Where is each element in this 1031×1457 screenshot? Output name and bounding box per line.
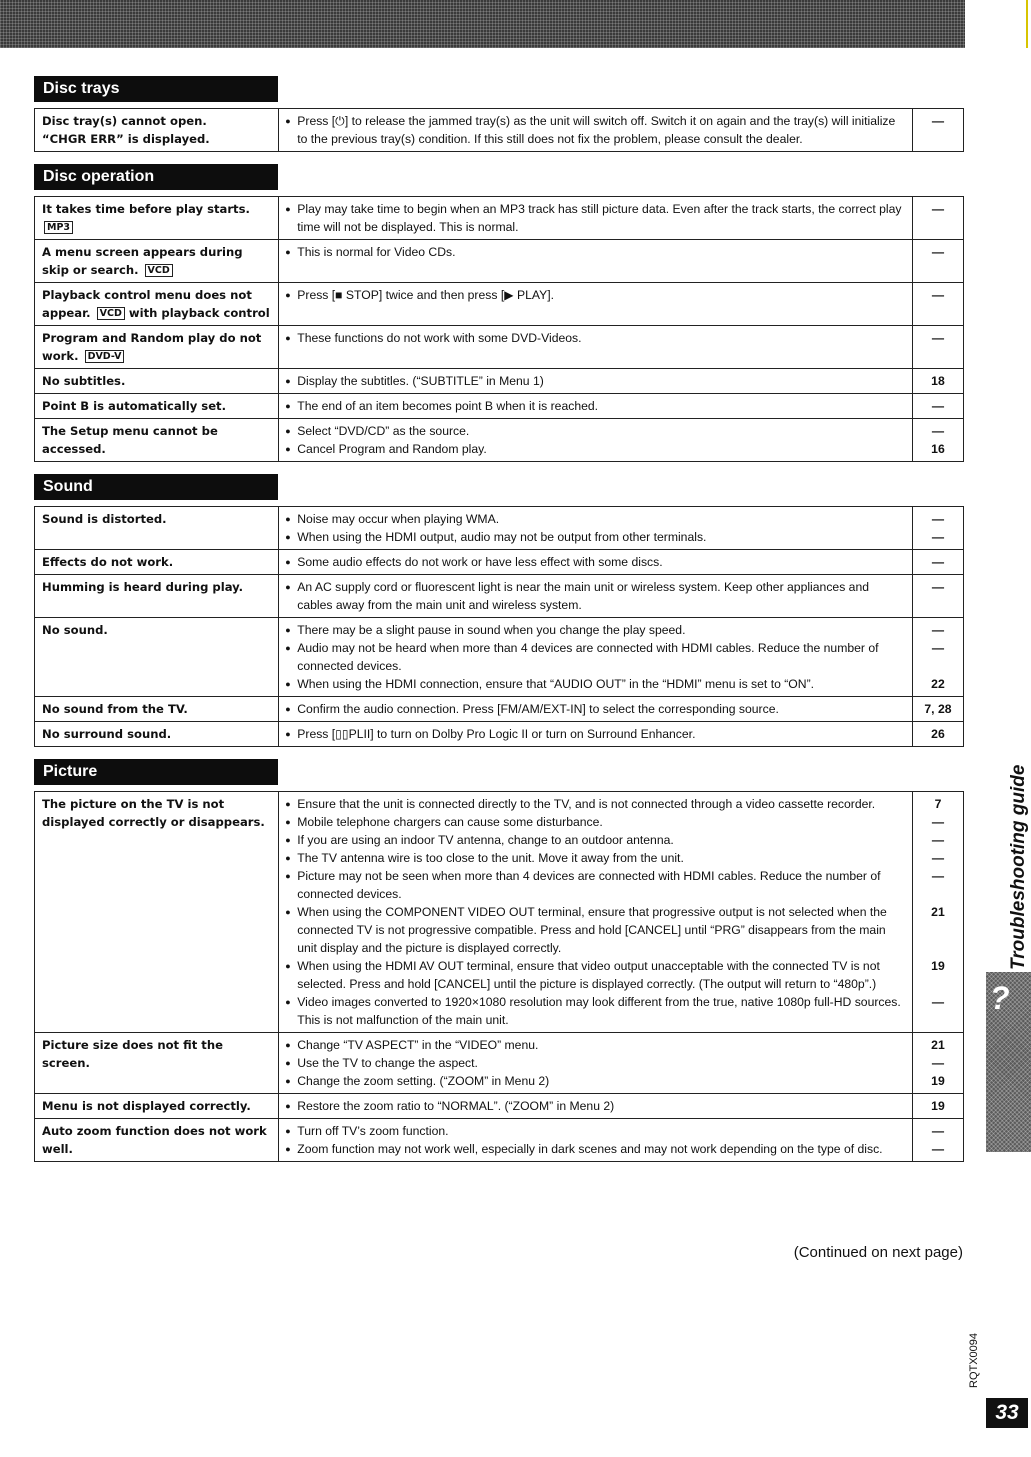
solution-cell — [279, 792, 913, 1033]
section-picture — [34, 759, 964, 1162]
bullet-icon: ● — [285, 1040, 291, 1050]
solution-cell — [279, 109, 913, 152]
problem-cell — [35, 1094, 279, 1119]
continued-note: (Continued on next page) — [793, 1244, 963, 1261]
page-ref-cell — [912, 792, 963, 1033]
solution-text: Press [▯▯PLII] to turn on Dolby Pro Logic II or turn on Surround Enhancer. — [297, 727, 696, 741]
page-ref: — — [931, 641, 945, 655]
troubleshooting-table — [34, 196, 964, 462]
page-ref-cell — [912, 419, 963, 462]
troubleshooting-table — [34, 506, 964, 747]
solution-item — [285, 1072, 906, 1090]
solution-text: Turn off TV’s zoom function. — [297, 1124, 449, 1138]
page-ref-cell — [912, 507, 963, 550]
bullet-icon: ● — [285, 1126, 291, 1136]
page-ref: — — [931, 1056, 945, 1070]
document-code: RQTX0094 — [968, 1332, 980, 1388]
bullet-icon: ● — [285, 704, 291, 714]
problem-cell — [35, 197, 279, 240]
disc-type-tag: VCD — [145, 264, 173, 277]
solution-text: Picture may not be seen when more than 4 devices are connected with HDMI cables. Reduce the number of connected devices. — [297, 869, 881, 901]
solution-text: Noise may occur when playing WMA. — [297, 512, 500, 526]
page-ref: 26 — [931, 727, 945, 741]
page-ref-cell — [912, 550, 963, 575]
page-ref: — — [931, 815, 945, 829]
page-ref: — — [931, 580, 945, 594]
problem-text: The picture on the TV is not displayed correctly or disappears. — [42, 797, 265, 829]
page-ref: — — [931, 1124, 945, 1138]
section-title: Disc trays — [34, 76, 278, 102]
solution-item — [285, 795, 906, 813]
solution-cell — [279, 722, 913, 747]
problem-text: Humming is heard during play. — [42, 580, 244, 594]
page-ref-cell — [912, 1094, 963, 1119]
table-row — [35, 575, 964, 618]
question-mark-icon: ? — [990, 980, 1010, 1016]
bullet-icon: ● — [285, 116, 291, 126]
solution-cell — [279, 369, 913, 394]
solution-text: Change “TV ASPECT” in the “VIDEO” menu. — [297, 1038, 539, 1052]
problem-cell — [35, 240, 279, 283]
solution-item — [285, 725, 906, 743]
page-ref: — — [931, 424, 945, 438]
solution-item — [285, 286, 906, 304]
solution-cell — [279, 507, 913, 550]
page-ref-cell — [912, 240, 963, 283]
page-ref: 19 — [931, 959, 945, 973]
solution-item — [285, 849, 906, 867]
solution-item — [285, 903, 906, 957]
solution-cell — [279, 197, 913, 240]
bullet-icon: ● — [285, 401, 291, 411]
page-ref-cell — [912, 394, 963, 419]
problem-text: Sound is distorted. — [42, 512, 167, 526]
edge-marker — [1026, 0, 1028, 48]
solution-cell — [279, 419, 913, 462]
problem-text: No subtitles. — [42, 374, 126, 388]
problem-cell — [35, 550, 279, 575]
problem-text: Picture size does not fit the screen. — [42, 1038, 223, 1070]
bullet-icon: ● — [285, 1144, 291, 1154]
table-row — [35, 283, 964, 326]
bullet-icon: ● — [285, 1076, 291, 1086]
table-row — [35, 1033, 964, 1094]
problem-cell — [35, 1119, 279, 1162]
solution-text: Press [■ STOP] twice and then press [▶ PLAY]. — [297, 288, 555, 302]
page-ref: — — [931, 833, 945, 847]
page-ref: — — [931, 623, 945, 637]
solution-cell — [279, 618, 913, 697]
section-title: Picture — [34, 759, 278, 785]
solution-item — [285, 397, 906, 415]
solution-item — [285, 639, 906, 675]
bullet-icon: ● — [285, 444, 291, 454]
solution-item — [285, 578, 906, 614]
problem-text: No sound from the TV. — [42, 702, 188, 716]
page-ref: — — [931, 114, 945, 128]
section-disc-operation — [34, 164, 964, 462]
problem-cell — [35, 618, 279, 697]
bullet-icon: ● — [285, 247, 291, 257]
bullet-icon: ● — [285, 204, 291, 214]
bullet-icon: ● — [285, 853, 291, 863]
problem-text: No sound. — [42, 623, 108, 637]
solution-text: Change the zoom setting. (“ZOOM” in Menu 2) — [297, 1074, 550, 1088]
solution-cell — [279, 283, 913, 326]
solution-text: Select “DVD/CD” as the source. — [297, 424, 470, 438]
page-ref-cell — [912, 575, 963, 618]
solution-item — [285, 1054, 906, 1072]
page-ref: — — [931, 851, 945, 865]
bullet-icon: ● — [285, 643, 291, 653]
bullet-icon: ● — [285, 1058, 291, 1068]
solution-text: When using the HDMI connection, ensure that “AUDIO OUT” in the “HDMI” menu is set to “ON”. — [297, 677, 815, 691]
bullet-icon: ● — [285, 426, 291, 436]
bullet-icon: ● — [285, 532, 291, 542]
solution-item — [285, 422, 906, 440]
solution-item — [285, 510, 906, 528]
section-title: Sound — [34, 474, 278, 500]
page-ref: 19 — [931, 1074, 945, 1088]
solution-cell — [279, 575, 913, 618]
solution-item — [285, 528, 906, 546]
solution-text: If you are using an indoor TV antenna, change to an outdoor antenna. — [297, 833, 674, 847]
problem-text: Auto zoom function does not work well. — [42, 1124, 267, 1156]
page-ref: 22 — [931, 677, 945, 691]
solution-text: Mobile telephone chargers can cause some disturbance. — [297, 815, 603, 829]
bullet-icon: ● — [285, 835, 291, 845]
solution-item — [285, 1122, 906, 1140]
problem-cell — [35, 697, 279, 722]
table-row — [35, 1119, 964, 1162]
solution-cell — [279, 240, 913, 283]
side-label: Troubleshooting guide — [1008, 764, 1029, 970]
page-number: 33 — [986, 1398, 1028, 1428]
solution-item — [285, 675, 906, 693]
problem-text: Menu is not displayed correctly. — [42, 1099, 251, 1113]
solution-item — [285, 200, 906, 236]
problem-text: Program and Random play do not work. — [42, 331, 262, 363]
problem-text: Point B is automatically set. — [42, 399, 227, 413]
solution-cell — [279, 394, 913, 419]
troubleshooting-table — [34, 108, 964, 152]
solution-item — [285, 553, 906, 571]
page-ref-cell — [912, 697, 963, 722]
problem-cell — [35, 1033, 279, 1094]
problem-cell — [35, 326, 279, 369]
solution-text: Play may take time to begin when an MP3 track has still picture data. Even after the track starts, the correct play time will not be displayed. This is normal. — [297, 202, 902, 234]
section-title: Disc operation — [34, 164, 278, 190]
section-disc-trays — [34, 76, 964, 152]
problem-text: Disc tray(s) cannot open. “CHGR ERR” is displayed. — [42, 114, 210, 146]
solution-cell — [279, 326, 913, 369]
solution-item — [285, 329, 906, 347]
header-pattern-bar — [0, 0, 965, 48]
page-ref: — — [931, 202, 945, 216]
bullet-icon: ● — [285, 961, 291, 971]
page-ref: — — [931, 995, 945, 1009]
problem-text: A menu screen appears during skip or search. — [42, 245, 243, 277]
table-row — [35, 109, 964, 152]
solution-text: Press [⏻] to release the jammed tray(s) as the unit will switch off. Switch it on again and the tray(s) will initialize to the previous tray(s) condition. If this still does not fix the problem, please consult the dealer. — [297, 114, 896, 146]
bullet-icon: ● — [285, 376, 291, 386]
solution-text: This is normal for Video CDs. — [297, 245, 456, 259]
problem-cell — [35, 419, 279, 462]
bullet-icon: ● — [285, 907, 291, 917]
bullet-icon: ● — [285, 1101, 291, 1111]
troubleshooting-content — [34, 76, 964, 1174]
page-ref: — — [931, 245, 945, 259]
solution-text: Restore the zoom ratio to “NORMAL”. (“ZOOM” in Menu 2) — [297, 1099, 615, 1113]
solution-item — [285, 372, 906, 390]
solution-text: Video images converted to 1920×1080 resolution may look different from the true, native 1080p full-HD sources. This is not malfunction of the main unit. — [297, 995, 901, 1027]
page-ref: 21 — [931, 1038, 945, 1052]
solution-item — [285, 831, 906, 849]
bullet-icon: ● — [285, 679, 291, 689]
solution-text: When using the HDMI output, audio may not be output from other terminals. — [297, 530, 707, 544]
solution-item — [285, 957, 906, 993]
table-row — [35, 240, 964, 283]
solution-item — [285, 440, 906, 458]
solution-text: Zoom function may not work well, especially in dark scenes and may not work depending on the type of disc. — [297, 1142, 883, 1156]
side-label-area — [982, 764, 1030, 970]
problem-text: Effects do not work. — [42, 555, 174, 569]
problem-cell — [35, 394, 279, 419]
problem-cell — [35, 109, 279, 152]
solution-item — [285, 243, 906, 261]
page-ref-cell — [912, 722, 963, 747]
solution-item — [285, 1140, 906, 1158]
solution-text: The TV antenna wire is too close to the unit. Move it away from the unit. — [297, 851, 684, 865]
disc-type-tag: VCD — [97, 307, 125, 320]
solution-cell — [279, 1033, 913, 1094]
table-row — [35, 697, 964, 722]
problem-cell — [35, 792, 279, 1033]
solution-text: An AC supply cord or fluorescent light is near the main unit or wireless system. Keep other appliances and cables away from the main unit and wireless system. — [297, 580, 870, 612]
solution-cell — [279, 550, 913, 575]
page-ref-cell — [912, 109, 963, 152]
page-ref-cell — [912, 197, 963, 240]
solution-cell — [279, 1119, 913, 1162]
problem-text: The Setup menu cannot be accessed. — [42, 424, 218, 456]
bullet-icon: ● — [285, 582, 291, 592]
table-row — [35, 197, 964, 240]
bullet-icon: ● — [285, 729, 291, 739]
problem-text: It takes time before play starts. — [42, 202, 250, 216]
solution-text: Some audio effects do not work or have less effect with some discs. — [297, 555, 663, 569]
problem-cell — [35, 283, 279, 326]
page-ref: — — [931, 555, 945, 569]
solution-text: When using the COMPONENT VIDEO OUT terminal, ensure that progressive output is not selected when the connected TV is not progressive compatible. Press and hold [CANCEL] until “PRG” disappears from the main unit display and the picture is displayed correctly. — [297, 905, 887, 955]
solution-item — [285, 1097, 906, 1115]
page-ref: 16 — [931, 442, 945, 456]
solution-text: The end of an item becomes point B when it is reached. — [297, 399, 599, 413]
problem-cell — [35, 369, 279, 394]
table-row — [35, 1094, 964, 1119]
table-row — [35, 550, 964, 575]
solution-item — [285, 700, 906, 718]
solution-cell — [279, 1094, 913, 1119]
page-ref-cell — [912, 1119, 963, 1162]
section-sound — [34, 474, 964, 747]
bullet-icon: ● — [285, 871, 291, 881]
disc-type-tag: DVD-V — [85, 350, 125, 363]
solution-item — [285, 813, 906, 831]
table-row — [35, 394, 964, 419]
problem-cell — [35, 575, 279, 618]
page-ref: 7, 28 — [924, 702, 952, 716]
table-row — [35, 618, 964, 697]
problem-text-continued: with playback control — [128, 306, 270, 320]
page-ref: 21 — [931, 905, 945, 919]
page-ref-cell — [912, 369, 963, 394]
table-row — [35, 507, 964, 550]
table-row — [35, 722, 964, 747]
page-ref: — — [931, 869, 945, 883]
table-row — [35, 419, 964, 462]
solution-item — [285, 993, 906, 1029]
page-ref: — — [931, 530, 945, 544]
disc-type-tag: MP3 — [44, 221, 73, 234]
page-ref: — — [931, 1142, 945, 1156]
solution-item — [285, 621, 906, 639]
bullet-icon: ● — [285, 557, 291, 567]
page-ref: — — [931, 399, 945, 413]
problem-text: No surround sound. — [42, 727, 172, 741]
bullet-icon: ● — [285, 290, 291, 300]
page-ref: — — [931, 288, 945, 302]
page-ref-cell — [912, 283, 963, 326]
solution-text: Use the TV to change the aspect. — [297, 1056, 478, 1070]
problem-text: Playback control menu does not appear. — [42, 288, 252, 320]
solution-text: Audio may not be heard when more than 4 devices are connected with HDMI cables. Reduce the number of connected devices. — [297, 641, 879, 673]
bullet-icon: ● — [285, 799, 291, 809]
page-ref-cell — [912, 618, 963, 697]
solution-text: Confirm the audio connection. Press [FM/AM/EXT-IN] to select the corresponding source. — [297, 702, 779, 716]
solution-item — [285, 112, 906, 148]
bullet-icon: ● — [285, 333, 291, 343]
solution-text: When using the HDMI AV OUT terminal, ensure that video output unacceptable with the connected TV is not selected. Press and hold [CANCEL] until the picture is displayed correctly. (The output will return to “480p”.) — [297, 959, 880, 991]
table-row — [35, 326, 964, 369]
problem-cell — [35, 507, 279, 550]
page-ref-cell — [912, 1033, 963, 1094]
bullet-icon: ● — [285, 514, 291, 524]
table-row — [35, 792, 964, 1033]
page-ref: 19 — [931, 1099, 945, 1113]
solution-text: Cancel Program and Random play. — [297, 442, 487, 456]
page-ref: 18 — [931, 374, 945, 388]
page-ref-cell — [912, 326, 963, 369]
troubleshooting-table — [34, 791, 964, 1162]
solution-text: These functions do not work with some DVD-Videos. — [297, 331, 582, 345]
page-ref: 7 — [934, 797, 942, 811]
problem-cell — [35, 722, 279, 747]
solution-text: Display the subtitles. (“SUBTITLE” in Menu 1) — [297, 374, 544, 388]
page-ref: — — [931, 512, 945, 526]
bullet-icon: ● — [285, 997, 291, 1007]
solution-cell — [279, 697, 913, 722]
bullet-icon: ● — [285, 817, 291, 827]
bullet-icon: ● — [285, 625, 291, 635]
table-row — [35, 369, 964, 394]
solution-text: There may be a slight pause in sound when you change the play speed. — [297, 623, 686, 637]
troubleshooting-tab — [986, 972, 1031, 1152]
solution-text: Ensure that the unit is connected directly to the TV, and is not connected through a video cassette recorder. — [297, 797, 876, 811]
solution-item — [285, 1036, 906, 1054]
solution-item — [285, 867, 906, 903]
page-ref: — — [931, 331, 945, 345]
